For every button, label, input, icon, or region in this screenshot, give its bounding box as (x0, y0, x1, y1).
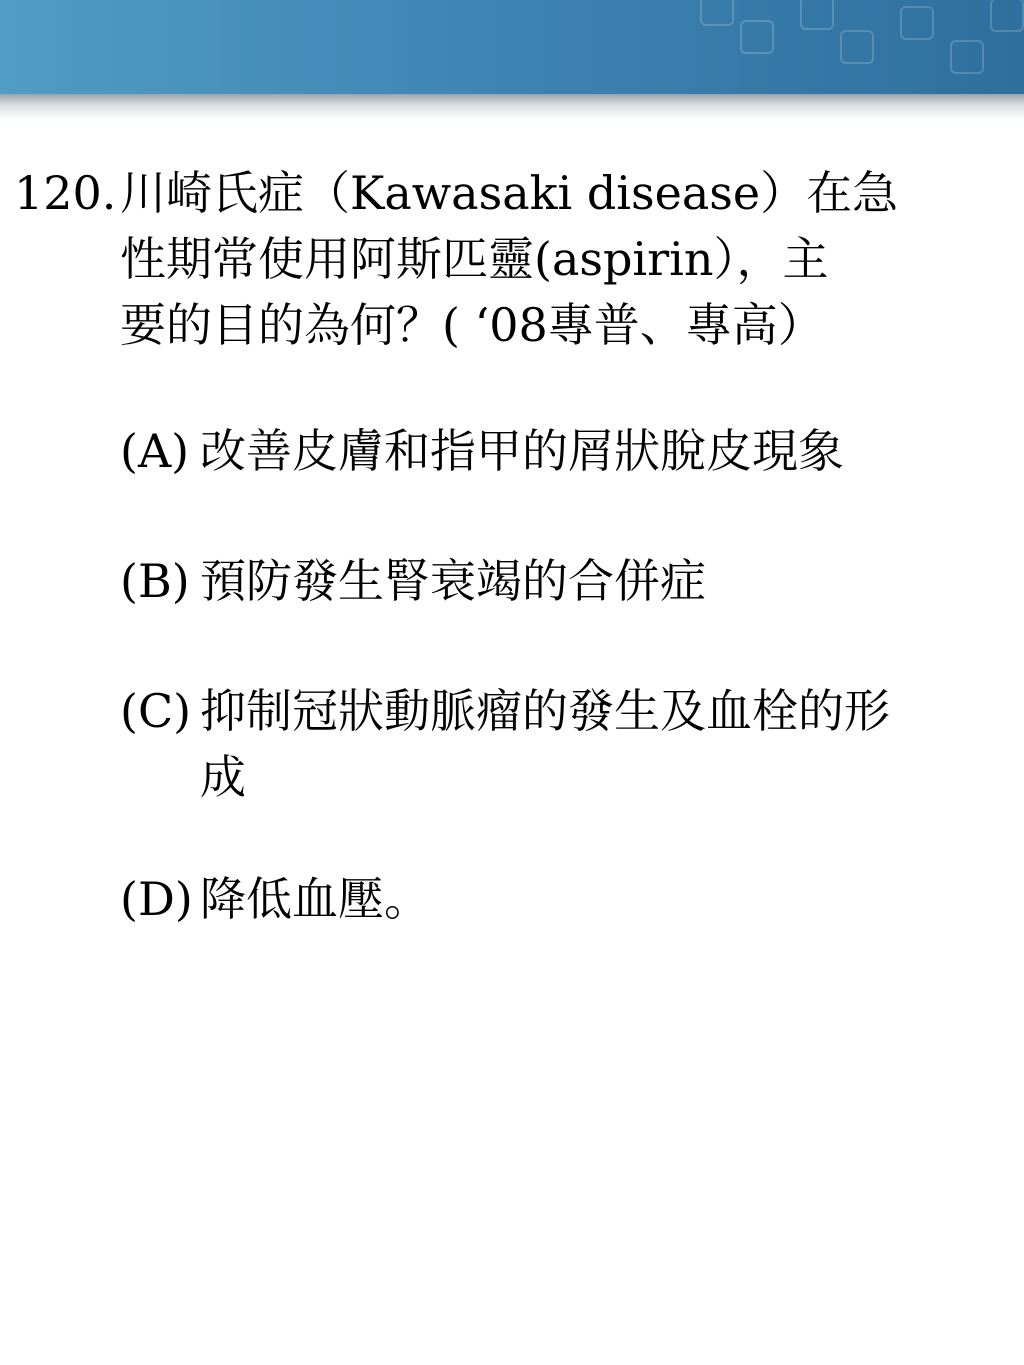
option-text-continuation: 成 (200, 750, 246, 804)
question-stem (120, 160, 1000, 358)
option-text: 改善皮膚和指甲的屑狀脫皮現象 (200, 424, 844, 478)
option-text: 預防發生腎衰竭的合併症 (200, 554, 706, 608)
option-text: 抑制冠狀動脈瘤的發生及血栓的形 (200, 684, 890, 738)
option-a (120, 418, 844, 484)
option-d (120, 866, 430, 932)
option-label: (B) (120, 554, 190, 608)
question-stem-line: 性期常使用阿斯匹靈(aspirin），主 (120, 232, 829, 286)
option-label: (C) (120, 684, 192, 738)
option-label: (D) (120, 872, 193, 926)
option-b (120, 548, 706, 614)
question-stem-line: 川崎氏症（Kawasaki disease）在急 (120, 166, 899, 220)
option-label: (A) (120, 424, 190, 478)
option-text: 降低血壓。 (200, 872, 430, 926)
question-number: 120. (14, 166, 117, 220)
option-c (120, 678, 890, 810)
question-stem-line: 要的目的為何？( ‘08專普、專高） (120, 298, 824, 352)
